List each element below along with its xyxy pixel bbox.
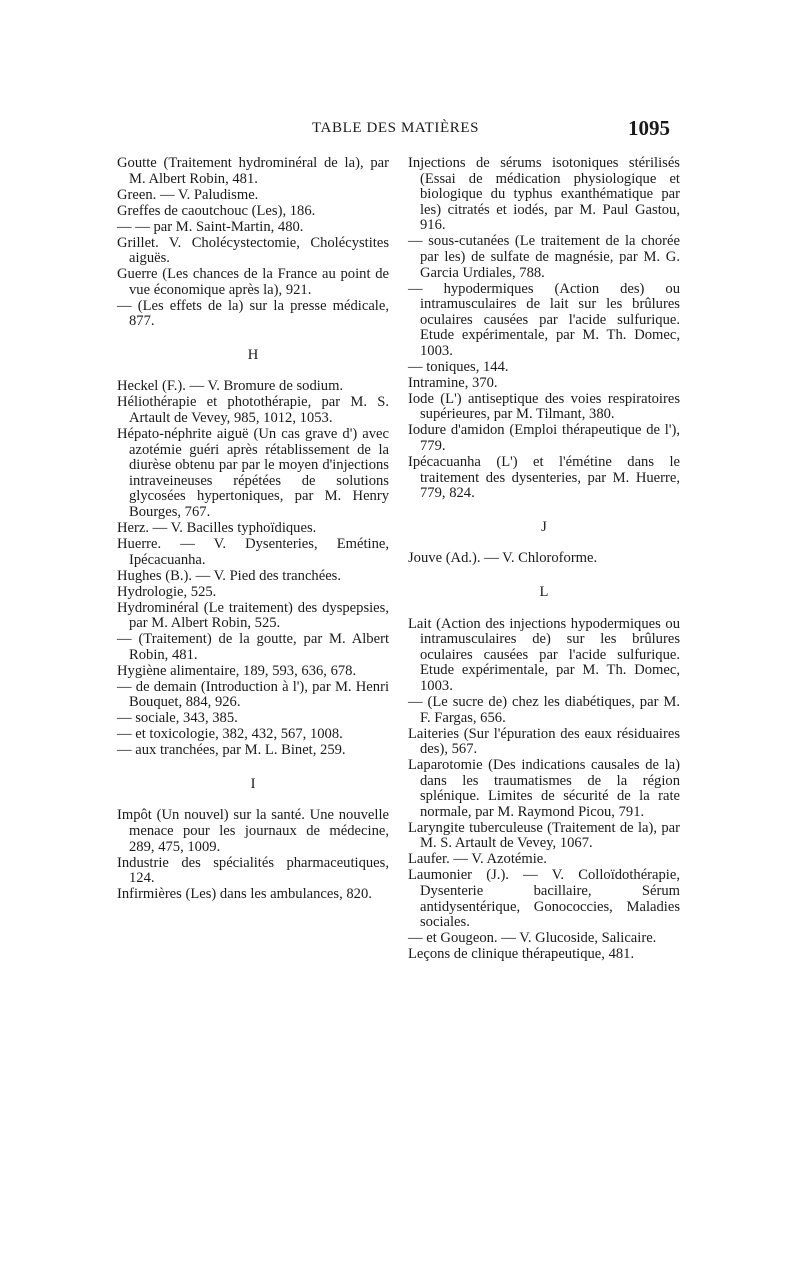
index-entry: — sous-cutanées (Le traitement de la chorée par les) de sulfate de magnésie, par M. G. Garcia Urdiales, 788. — [408, 233, 680, 281]
section-letter: L — [539, 583, 549, 600]
index-entry: Héliothérapie et photothérapie, par M. S. Artault de Vevey, 985, 1012, 1053. — [117, 394, 389, 427]
index-entry: — (Traitement) de la goutte, par M. Albert Robin, 481. — [117, 631, 389, 663]
index-entry: Laufer. — V. Azotémie. — [408, 851, 547, 868]
index-entry: — toniques, 144. — [408, 358, 509, 375]
index-entry: — hypodermiques (Action des) ou intramusculaires de lait sur les brûlures oculaires causées par l'acide sulfurique. Etude expérimentale, par M. Th. Domec, 1003. — [408, 280, 680, 359]
index-entry: Goutte (Traitement hydrominéral de la), par M. Albert Robin, 481. — [117, 155, 389, 187]
index-entry: — — par M. Saint-Martin, 480. — [117, 218, 304, 235]
index-entry: Laumonier (J.). — V. Colloïdothérapie, Dysenterie bacillaire, Sérum antidysentérique, Gonococcies, Maladies sociales. — [408, 867, 680, 931]
index-entry: Hygiène alimentaire, 189, 593, 636, 678. — [117, 662, 357, 679]
section-letter: H — [247, 346, 259, 363]
index-entry: Injections de sérums isotoniques stérilisés (Essai de médication physiologique et biologique du typhus exanthématique par les) citratés et iodés, par M. Paul Gastou, 916. — [408, 155, 680, 234]
index-entry: — et Gougeon. — V. Glucoside, Salicaire. — [408, 930, 657, 947]
index-entry: Laryngite tuberculeuse (Traitement de la), par M. S. Artault de Vevey, 1067. — [408, 819, 680, 852]
page-header — [0, 118, 800, 144]
page-number: 1095 — [628, 116, 670, 140]
index-entry: Hydrominéral (Le traitement) des dyspepsies, par M. Albert Robin, 525. — [117, 599, 389, 632]
index-entry: — et toxicologie, 382, 432, 567, 1008. — [117, 726, 343, 743]
index-entry: Grillet. V. Cholécystectomie, Cholécystites aiguës. — [117, 234, 389, 267]
index-entry: Leçons de clinique thérapeutique, 481. — [408, 946, 635, 963]
index-entry: Hydrologie, 525. — [117, 583, 217, 600]
left-column — [117, 156, 389, 903]
index-entry: — sociale, 343, 385. — [117, 710, 238, 727]
index-entry: — aux tranchées, par M. L. Binet, 259. — [117, 742, 346, 759]
right-column — [408, 156, 680, 963]
index-entry: Green. — V. Paludisme. — [117, 186, 259, 203]
index-entry: Hépato-néphrite aiguë (Un cas grave d') avec azotémie guéri après rétablissement de la diurèse obtenu par par le moyen d'injections intraveineuses répétées de solutions glycosées hypertoniques, par M. Henry Bourges, 767. — [117, 426, 389, 520]
index-entry: Ipécacuanha (L') et l'émétine dans le traitement des dysenteries, par M. Huerre, 779, 824. — [408, 454, 680, 502]
section-letter: I — [250, 775, 256, 792]
index-entry: Guerre (Les chances de la France au point de vue économique après la), 921. — [117, 266, 389, 298]
index-entry: Jouve (Ad.). — V. Chloroforme. — [408, 550, 598, 567]
index-entry: Laiteries (Sur l'épuration des eaux résiduaires des), 567. — [408, 725, 680, 758]
index-entry: — (Les effets de la) sur la presse médicale, 877. — [117, 297, 389, 330]
index-entry: — de demain (Introduction à l'), par M. Henri Bouquet, 884, 926. — [117, 678, 389, 711]
index-entry: Impôt (Un nouvel) sur la santé. Une nouvelle menace pour les journaux de médecine, 289, 475, 1009. — [117, 807, 389, 855]
index-entry: Greffes de caoutchouc (Les), 186. — [117, 202, 316, 219]
index-entry: Intramine, 370. — [408, 374, 498, 391]
index-entry: Infirmières (Les) dans les ambulances, 820. — [117, 886, 372, 903]
index-entry: Iodure d'amidon (Emploi thérapeutique de l'), 779. — [408, 422, 680, 455]
index-entry: Lait (Action des injections hypodermiques ou intramusculaires de) sur les brûlures oculaires causées par l'acide sulfurique. Etude expérimentale, par M. Th. Domec, 1003. — [408, 615, 680, 694]
index-entry: Huerre. — V. Dysenteries, Emétine, Ipécacuanha. — [117, 535, 389, 568]
index-entry: Iode (L') antiseptique des voies respiratoires supérieures, par M. Tilmant, 380. — [408, 390, 680, 423]
index-entry: Hughes (B.). — V. Pied des tranchées. — [117, 567, 342, 584]
index-entry: Industrie des spécialités pharmaceutiques, 124. — [117, 854, 389, 887]
index-entry: — (Le sucre de) chez les diabétiques, par M. F. Fargas, 656. — [408, 693, 680, 726]
section-letter: J — [541, 518, 547, 535]
index-entry: Laparotomie (Des indications causales de la) dans les traumatismes de la région splénique. Limites de sécurité de la rate normale, par M. Raymond Picou, 791. — [408, 757, 680, 820]
running-title: TABLE DES MATIÈRES — [312, 120, 480, 136]
index-entry: Herz. — V. Bacilles typhoïdiques. — [117, 519, 317, 536]
index-entry: Heckel (F.). — V. Bromure de sodium. — [117, 378, 344, 395]
